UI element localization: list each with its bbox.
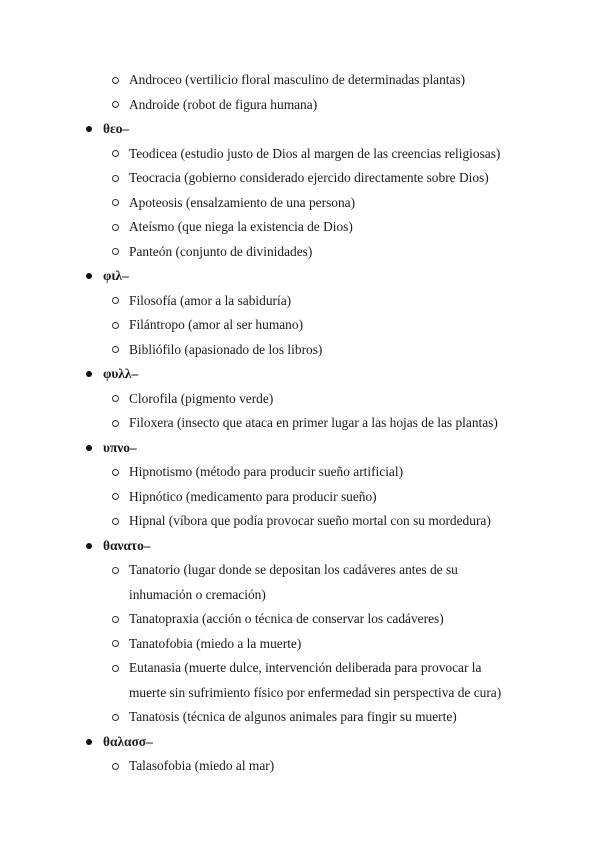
bullet-circle-icon [112,616,119,623]
document-body [0,68,600,779]
item-text: Talasofobia (miedo al mar) [129,758,275,773]
bullet-circle-icon [112,518,119,525]
bullet-circle-icon [112,640,119,647]
list-item [0,93,600,118]
item-text: Ateísmo (que niega la existencia de Dios) [129,219,353,234]
item-text: Hipnotismo (método para producir sueño artificial) [129,464,404,479]
list-item [0,705,600,730]
item-text: muerte sin sufrimiento físico por enfermedad sin perspectiva de cura) [129,684,502,700]
bullet-disc-icon [86,543,92,549]
item-text: Filosofía (amor a la sabiduría) [129,292,292,308]
list-item [0,607,600,632]
root-item [0,264,600,289]
list-item [0,485,600,510]
list-item [0,289,600,314]
bullet-circle-icon [112,322,119,329]
list-item [0,68,600,93]
item-text: Eutanasia (muerte dulce, intervención deliberada para provocar la [129,660,482,675]
bullet-circle-icon [112,175,119,182]
item-text: Hipnal (víbora que podía provocar sueño mortal con su mordedura) [129,513,491,528]
item-text: Tanatofobia (miedo a la muerte) [129,635,302,651]
bullet-circle-icon [112,346,119,353]
root-item [0,117,600,142]
item-text: Bibliófilo (apasionado de los libros) [129,341,323,357]
item-text: Tanatopraxia (acción o técnica de conservar los cadáveres) [129,611,444,626]
item-text: Clorofila (pigmento verde) [129,390,274,406]
item-text: Teodicea (estudio justo de Dios al margen de las creencias religiosas) [129,145,501,161]
item-text: Tanatorio (lugar donde se depositan los cadáveres antes de su [129,562,458,577]
list-item [0,142,600,167]
item-text: Panteón (conjunto de divinidades) [129,243,313,259]
list-item [0,411,600,436]
list-item [0,240,600,265]
item-text: inhumación o cremación) [129,586,266,602]
bullet-disc-icon [86,739,92,745]
root-item [0,730,600,755]
list-item [0,460,600,485]
bullet-circle-icon [112,297,119,304]
list-item [0,632,600,657]
bullet-disc-icon [86,126,92,132]
item-text: Androide (robot de figura humana) [129,96,318,112]
list-item [0,338,600,363]
item-text: Tanatosis (técnica de algunos animales para fingir su muerte) [129,709,457,724]
bullet-circle-icon [112,395,119,402]
root-label: φυλλ– [103,366,139,381]
bullet-disc-icon [86,445,92,451]
bullet-circle-icon [112,199,119,206]
bullet-circle-icon [112,763,119,770]
list-item [0,166,600,191]
item-text: Filántropo (amor al ser humano) [129,317,304,332]
item-text: Hipnótico (medicamento para producir sueño) [129,488,377,504]
bullet-disc-icon [86,273,92,279]
list-item [0,313,600,338]
item-text: Filoxera (insecto que ataca en primer lugar a las hojas de las plantas) [129,415,498,430]
list-item [0,754,600,779]
list-item [0,656,600,681]
bullet-circle-icon [112,77,119,84]
bullet-disc-icon [86,371,92,377]
bullet-circle-icon [112,101,119,108]
root-item [0,436,600,461]
item-text: Teocracia (gobierno considerado ejercido directamente sobre Dios) [129,170,489,185]
root-label: θεο– [103,121,130,136]
bullet-circle-icon [112,469,119,476]
list-item-continuation [0,583,600,608]
bullet-circle-icon [112,567,119,574]
list-item [0,509,600,534]
item-text: Androceo (vertilicio floral masculino de determinadas plantas) [129,72,466,87]
root-label: φιλ– [103,268,129,283]
bullet-circle-icon [112,248,119,255]
list-item [0,558,600,583]
root-item [0,362,600,387]
bullet-circle-icon [112,224,119,231]
bullet-circle-icon [112,714,119,721]
root-label: θαλασσ– [103,733,153,749]
bullet-circle-icon [112,665,119,672]
root-label: θανατο– [103,537,151,553]
list-item [0,191,600,216]
item-text: Apoteosis (ensalzamiento de una persona) [129,194,356,210]
root-label: υπνο– [103,439,137,455]
bullet-circle-icon [112,420,119,427]
list-item [0,387,600,412]
bullet-circle-icon [112,493,119,500]
root-item [0,534,600,559]
list-item-continuation [0,681,600,706]
list-item [0,215,600,240]
bullet-circle-icon [112,150,119,157]
